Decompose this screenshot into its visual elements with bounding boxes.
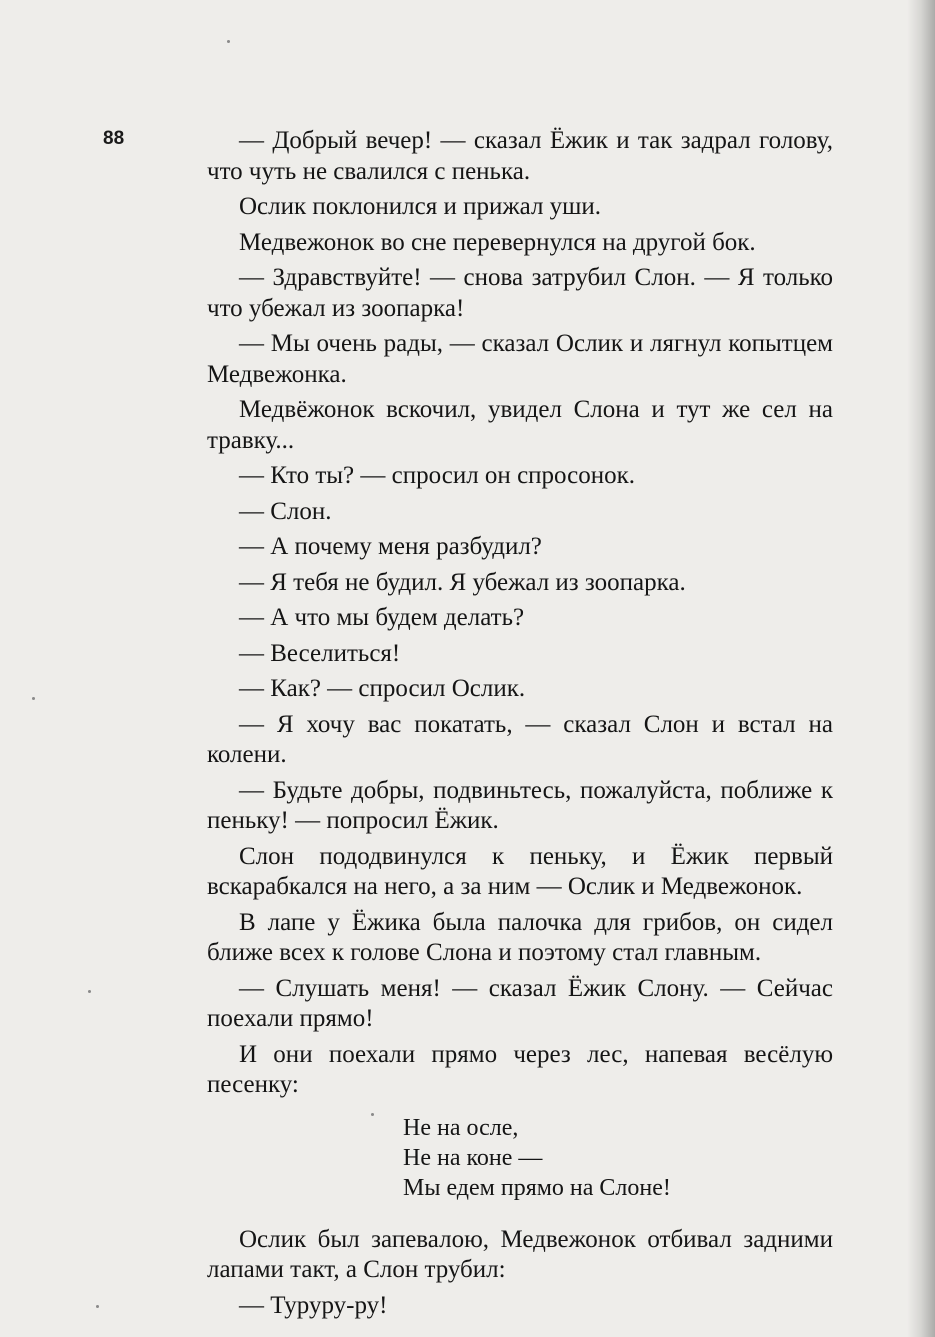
paragraph: Слон пододвинулся к пеньку, и Ёжик первый вскарабкался на него, а за ним — Ослик и Медвежонок. bbox=[207, 842, 833, 900]
paragraph: — А что мы будем делать? bbox=[239, 604, 525, 631]
story-text bbox=[207, 126, 833, 1326]
paragraph: — Как? — спросил Ослик. bbox=[239, 675, 526, 702]
paragraph: — Добрый вечер! — сказал Ёжик и так задрал голову, что чуть не свалился с пенька. bbox=[207, 127, 833, 185]
paragraph: — Будьте добры, подвиньтесь, пожалуйста, поближе к пеньку! — попросил Ёжик. bbox=[207, 776, 833, 834]
scan-speck bbox=[371, 1113, 374, 1116]
verse-line: Мы едем прямо на Слоне! bbox=[403, 1174, 671, 1201]
paragraph: — Мы очень рады, — сказал Ослик и лягнул копытцем Медвежонка. bbox=[207, 330, 833, 388]
paragraph: И они поехали прямо через лес, напевая весёлую песенку: bbox=[207, 1040, 833, 1098]
scan-speck bbox=[32, 697, 35, 700]
scan-speck bbox=[227, 40, 230, 43]
scan-speck bbox=[96, 1305, 99, 1308]
paragraph: Медвёжонок вскочил, увидел Слона и тут же сел на травку... bbox=[207, 396, 833, 454]
paragraph: Ослик поклонился и прижал уши. bbox=[239, 193, 602, 220]
paragraph: — Слушать меня! — сказал Ёжик Слону. — Сейчас поехали прямо! bbox=[207, 974, 833, 1032]
gutter-shadow bbox=[907, 0, 935, 1337]
verse-line: Не на коне — bbox=[403, 1144, 543, 1171]
paragraph: Медвежонок во сне перевернулся на другой бок. bbox=[239, 228, 756, 256]
verse-line: Не на осле, bbox=[403, 1114, 519, 1141]
paragraph: Ослик был запевалою, Медвежонок отбивал задними лапами такт, а Слон трубил: bbox=[207, 1225, 833, 1283]
paragraph: — А почему меня разбудил? bbox=[239, 533, 542, 560]
scan-speck bbox=[88, 990, 91, 993]
paragraph: — Кто ты? — спросил он спросонок. bbox=[239, 462, 636, 489]
paragraph: — Слон. bbox=[239, 497, 332, 525]
paragraph: — Я хочу вас покатать, — сказал Слон и встал на колени. bbox=[207, 710, 833, 768]
paragraph: — Туруру-ру! bbox=[239, 1291, 388, 1319]
paragraph: — Я тебя не будил. Я убежал из зоопарка. bbox=[239, 568, 686, 596]
paragraph: — Веселиться! bbox=[239, 639, 401, 667]
paragraph: В лапе у Ёжика была палочка для грибов, он сидел ближе всех к голове Слона и поэтому стал главным. bbox=[207, 908, 833, 966]
paragraph: — Здравствуйте! — снова затрубил Слон. — Я только что убежал из зоопарка! bbox=[207, 264, 833, 322]
song-verse bbox=[207, 1113, 833, 1203]
page-number: 88 bbox=[103, 128, 125, 149]
